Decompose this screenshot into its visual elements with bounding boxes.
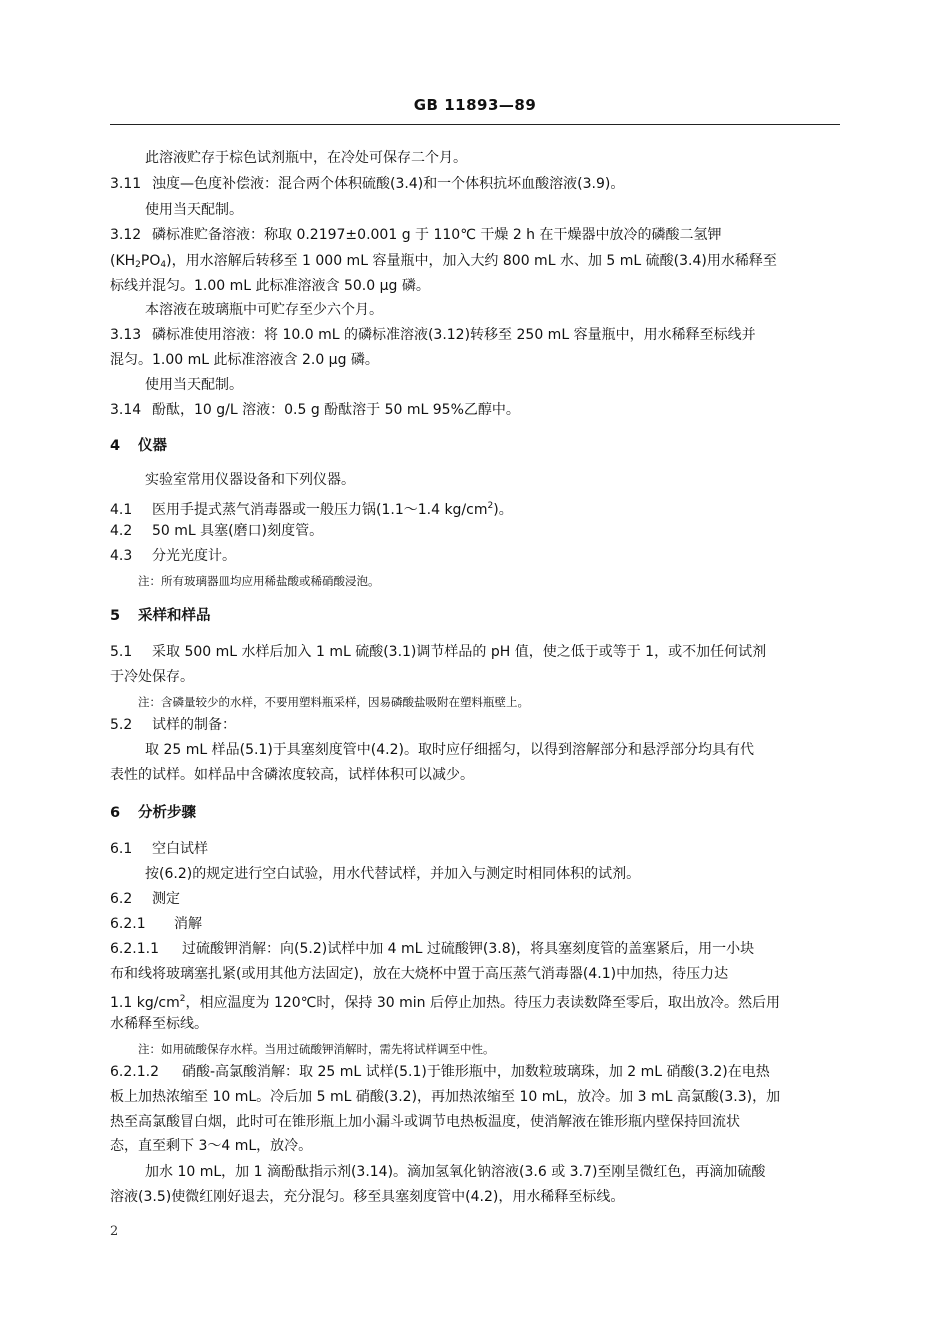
clause-text: 磷标准贮备溶液：称取 0.2197±0.001 g 于 110℃ 干燥 2 h 在干燥器中放冷的磷酸二氢钾: [152, 227, 722, 243]
superscript: 2: [487, 501, 494, 511]
clause-text: 浊度—色度补偿液：混合两个体积硫酸(3.4)和一个体积抗坏血酸溶液(3.9)。: [152, 176, 625, 192]
paragraph-line: 取 25 mL 样品(5.1)于具塞刻度管中(4.2)。取时应仔细摇匀，以得到溶解部分和悬浮部分均具有代: [145, 742, 754, 758]
clause-text: 测定: [152, 891, 180, 907]
clause-4-2: [110, 521, 842, 541]
formula-part: (KH: [110, 253, 136, 269]
clause-number: 4.2: [110, 523, 133, 539]
section-heading-6: [110, 803, 842, 823]
clause-text: 50 mL 具塞(磨口)刻度管。: [152, 523, 324, 539]
clause-text: 空白试样: [152, 841, 208, 857]
paragraph-line: 实验室常用仪器设备和下列仪器。: [145, 472, 355, 488]
section-number: 5: [110, 608, 121, 624]
clause-6-1: [110, 839, 842, 859]
clause-6-2-1-1: [110, 939, 842, 959]
paragraph-line: 溶液(3.5)使微红刚好退去，充分混匀。移至具塞刻度管中(4.2)，用水稀释至标线。: [110, 1189, 625, 1205]
clause-text: 酚酞，10 g/L 溶液：0.5 g 酚酞溶于 50 mL 95%乙醇中。: [152, 402, 520, 418]
paragraph-line: [110, 989, 842, 1013]
paragraph-line: 本溶液在玻璃瓶中可贮存至少六个月。: [145, 302, 383, 318]
section-number: 4: [110, 438, 121, 454]
formula-part: )，用水溶解后转移至 1 000 mL 容量瓶中，加入大约 800 mL 水、加 5 mL 硫酸(3.4)用水稀释至: [166, 253, 777, 269]
note: 注：含磷量较少的水样，不要用塑料瓶采样，因易磷酸盐吸附在塑料瓶壁上。: [138, 695, 529, 709]
clause-text: 过硫酸钾消解：向(5.2)试样中加 4 mL 过硫酸钾(3.8)，将具塞刻度管的盖塞紧后，用一小块: [182, 941, 755, 957]
clause-number: 6.2.1.2: [110, 1064, 159, 1080]
clause-text: 消解: [174, 916, 202, 932]
section-title: 分析步骤: [138, 805, 196, 821]
paragraph-line: 态，直至剩下 3～4 mL，放冷。: [110, 1138, 313, 1154]
section-number: 6: [110, 805, 121, 821]
section-title: 采样和样品: [138, 608, 211, 624]
paragraph-line: 使用当天配制。: [145, 202, 243, 218]
paragraph-line: 布和线将玻璃塞扎紧(或用其他方法固定)，放在大烧杯中置于高压蒸气消毒器(4.1)中加热，待压力达: [110, 966, 729, 982]
clause-number: 6.2: [110, 891, 133, 907]
paragraph-line: 混匀。1.00 mL 此标准溶液含 2.0 μg 磷。: [110, 352, 379, 368]
clause-4-1: [110, 496, 842, 520]
note: 注：如用硫酸保存水样。当用过硫酸钾消解时，需先将试样调至中性。: [138, 1042, 495, 1056]
clause-text: 试样的制备：: [152, 717, 236, 733]
clause-3-12: [110, 225, 842, 245]
clause-5-1: [110, 642, 842, 662]
paragraph-line: 水稀释至标线。: [110, 1016, 208, 1032]
paragraph-line: 加水 10 mL，加 1 滴酚酞指示剂(3.14)。滴加氢氧化钠溶液(3.6 或 3.7)至刚呈微红色，再滴加硫酸: [145, 1164, 766, 1180]
clause-number: 5.2: [110, 717, 133, 733]
clause-text: 磷标准使用溶液：将 10.0 mL 的磷标准溶液(3.12)转移至 250 mL 容量瓶中，用水稀释至标线并: [152, 327, 756, 343]
paragraph-line: 使用当天配制。: [145, 377, 243, 393]
clause-4-3: [110, 546, 842, 566]
clause-6-2-1: [110, 914, 842, 934]
paragraph-line: 此溶液贮存于棕色试剂瓶中，在冷处可保存二个月。: [145, 150, 467, 166]
clause-number: 6.1: [110, 841, 133, 857]
clause-number: 6.2.1.1: [110, 941, 159, 957]
clause-5-2: [110, 715, 842, 735]
note: 注：所有玻璃器皿均应用稀盐酸或稀硝酸浸泡。: [138, 574, 380, 588]
clause-text: 医用手提式蒸气消毒器或一般压力锅(1.1～1.4 kg/cm: [152, 502, 488, 518]
subscript: 4: [160, 260, 167, 270]
clause-3-14: [110, 400, 842, 420]
paragraph-line: 按(6.2)的规定进行空白试验，用水代替试样，并加入与测定时相同体积的试剂。: [145, 866, 641, 882]
clause-text: 采取 500 mL 水样后加入 1 mL 硫酸(3.1)调节样品的 pH 值，使之低于或等于 1，或不加任何试剂: [152, 644, 767, 660]
paragraph-line: 板上加热浓缩至 10 mL。冷后加 5 mL 硝酸(3.2)，再加热浓缩至 10 mL，放冷。加 3 mL 高氯酸(3.3)，加: [110, 1089, 781, 1105]
paragraph-line: [110, 251, 842, 275]
clause-number: 3.12: [110, 227, 142, 243]
clause-6-2: [110, 889, 842, 909]
clause-number: 3.13: [110, 327, 142, 343]
header-rule: [110, 124, 840, 125]
section-title: 仪器: [138, 438, 167, 454]
section-heading-4: [110, 436, 842, 456]
paragraph-line: 热至高氯酸冒白烟，此时可在锥形瓶上加小漏斗或调节电热板温度，使消解液在锥形瓶内壁保持回流状: [110, 1114, 740, 1130]
clause-number: 4.3: [110, 548, 133, 564]
clause-number: 4.1: [110, 502, 133, 518]
clause-3-11: [110, 174, 842, 194]
formula-part: PO: [140, 253, 161, 269]
clause-3-13: [110, 325, 842, 345]
subscript: 2: [135, 260, 141, 270]
paragraph-line: 表性的试样。如样品中含磷浓度较高，试样体积可以减少。: [110, 767, 474, 783]
clause-number: 3.14: [110, 402, 142, 418]
clause-text: )。: [493, 502, 513, 518]
paragraph-line: 于冷处保存。: [110, 669, 194, 685]
superscript: 2: [179, 994, 186, 1004]
clause-6-2-1-2: [110, 1062, 842, 1082]
clause-number: 6.2.1: [110, 916, 146, 932]
formula-part: 1.1 kg/cm: [110, 995, 180, 1011]
section-heading-5: [110, 606, 842, 626]
clause-text: 硝酸-高氯酸消解：取 25 mL 试样(5.1)于锥形瓶中，加数粒玻璃珠，加 2 mL 硝酸(3.2)在电热: [182, 1064, 770, 1080]
clause-number: 3.11: [110, 176, 142, 192]
clause-text: 分光光度计。: [152, 548, 236, 564]
formula-part: ，相应温度为 120℃时，保持 30 min 后停止加热。待压力表读数降至零后，取出放冷。然后用: [185, 995, 780, 1011]
paragraph-line: 标线并混匀。1.00 mL 此标准溶液含 50.0 μg 磷。: [110, 278, 430, 294]
clause-number: 5.1: [110, 644, 133, 660]
page-number: 2: [110, 1224, 119, 1239]
page-header: GB 11893—89: [413, 96, 537, 114]
